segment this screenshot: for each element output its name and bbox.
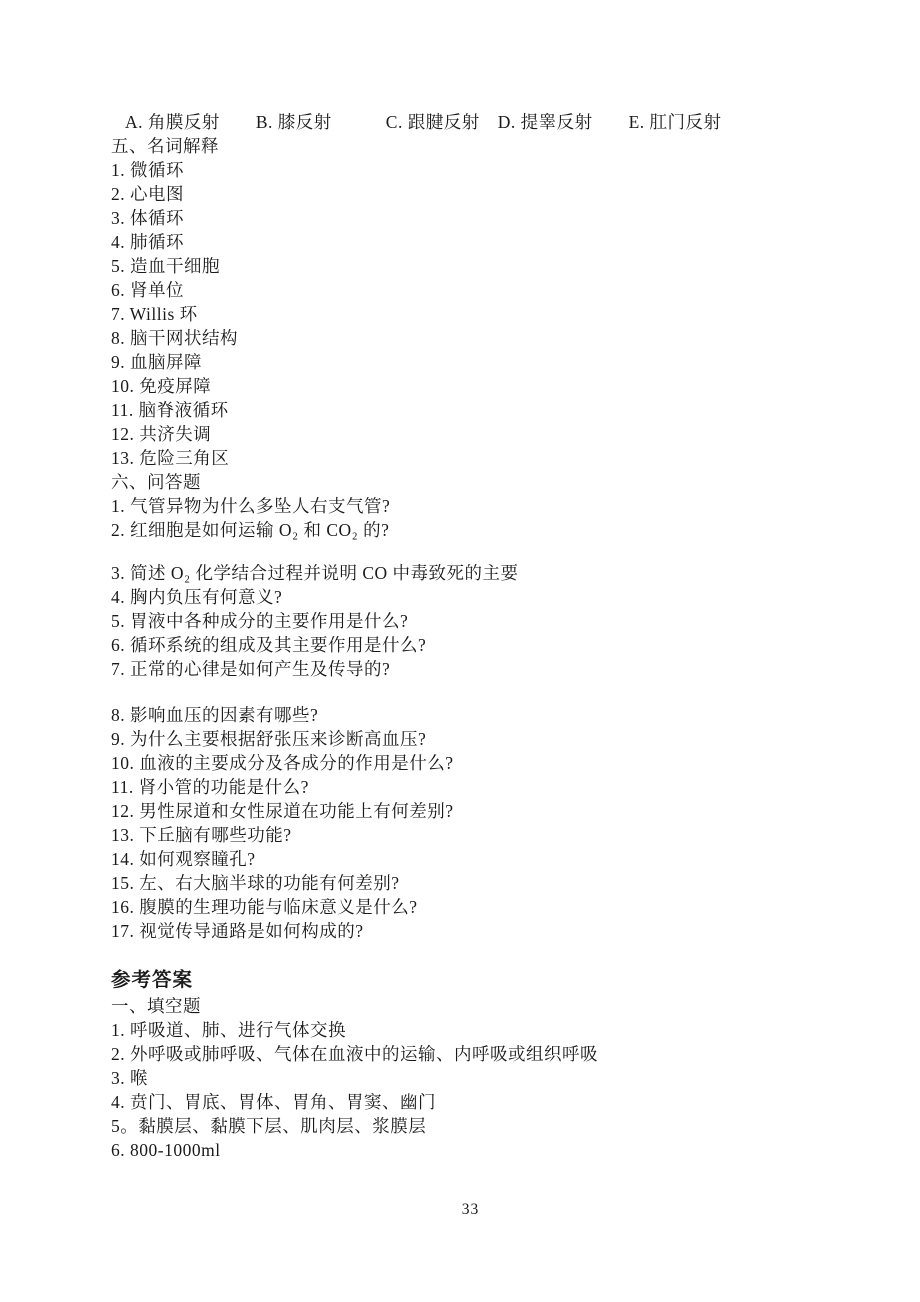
section6-question: 11. 肾小管的功能是什么?: [111, 777, 309, 797]
section6-question: 2. 红细胞是如何运输 O₂ 和 CO₂ 的?: [111, 520, 390, 540]
section6-question: 4. 胸内负压有何意义?: [111, 587, 283, 607]
section5-item: 12. 共济失调: [111, 424, 212, 444]
section6-question: 3. 简述 O₂ 化学结合过程并说明 CO 中毒致死的主要: [111, 563, 519, 583]
answers-heading: 参考答案: [111, 970, 194, 991]
section5-item: 6. 肾单位: [111, 280, 184, 300]
answers-item: 4. 贲门、胃底、胃体、胃角、胃窦、幽门: [111, 1092, 436, 1112]
answers-item: 6. 800-1000ml: [111, 1140, 221, 1160]
section5-item: 9. 血脑屏障: [111, 352, 202, 372]
section5-item: 7. Willis 环: [111, 304, 198, 324]
answers-item: 2. 外呼吸或肺呼吸、气体在血液中的运输、内呼吸或组织呼吸: [111, 1044, 598, 1064]
section5-item: 2. 心电图: [111, 184, 184, 204]
section6-question: 5. 胃液中各种成分的主要作用是什么?: [111, 611, 409, 631]
section6-question: 1. 气管异物为什么多坠人右支气管?: [111, 496, 391, 516]
section6-question: 6. 循环系统的组成及其主要作用是什么?: [111, 635, 427, 655]
choice-options-row: A. 角膜反射 B. 膝反射 C. 跟腱反射 D. 提睾反射 E. 肛门反射: [125, 112, 722, 132]
section5-item: 11. 脑脊液循环: [111, 400, 229, 420]
answers-section1-heading: 一、填空题: [111, 996, 201, 1016]
section5-item: 10. 免疫屏障: [111, 376, 212, 396]
section6-question: 8. 影响血压的因素有哪些?: [111, 705, 319, 725]
section6-question: 9. 为什么主要根据舒张压来诊断高血压?: [111, 729, 427, 749]
page-number: 33: [461, 1201, 480, 1218]
section5-item: 4. 肺循环: [111, 232, 184, 252]
answers-item: 1. 呼吸道、肺、进行气体交换: [111, 1020, 346, 1040]
section5-item: 13. 危险三角区: [111, 448, 230, 468]
section6-question: 17. 视觉传导通路是如何构成的?: [111, 921, 364, 941]
section5-item: 5. 造血干细胞: [111, 256, 220, 276]
section6-question: 7. 正常的心律是如何产生及传导的?: [111, 659, 391, 679]
answers-item: 5。黏膜层、黏膜下层、肌肉层、浆膜层: [111, 1116, 427, 1136]
section5-item: 8. 脑干网状结构: [111, 328, 238, 348]
section6-heading: 六、问答题: [111, 472, 201, 492]
section6-question: 15. 左、右大脑半球的功能有何差别?: [111, 873, 400, 893]
section6-question: 14. 如何观察瞳孔?: [111, 849, 256, 869]
section5-heading: 五、名词解释: [111, 136, 219, 156]
section5-item: 3. 体循环: [111, 208, 184, 228]
section5-item: 1. 微循环: [111, 160, 184, 180]
section6-question: 10. 血液的主要成分及各成分的作用是什么?: [111, 753, 454, 773]
section6-question: 13. 下丘脑有哪些功能?: [111, 825, 292, 845]
section6-question: 16. 腹膜的生理功能与临床意义是什么?: [111, 897, 418, 917]
section6-question: 12. 男性尿道和女性尿道在功能上有何差别?: [111, 801, 454, 821]
answers-item: 3. 喉: [111, 1068, 148, 1088]
